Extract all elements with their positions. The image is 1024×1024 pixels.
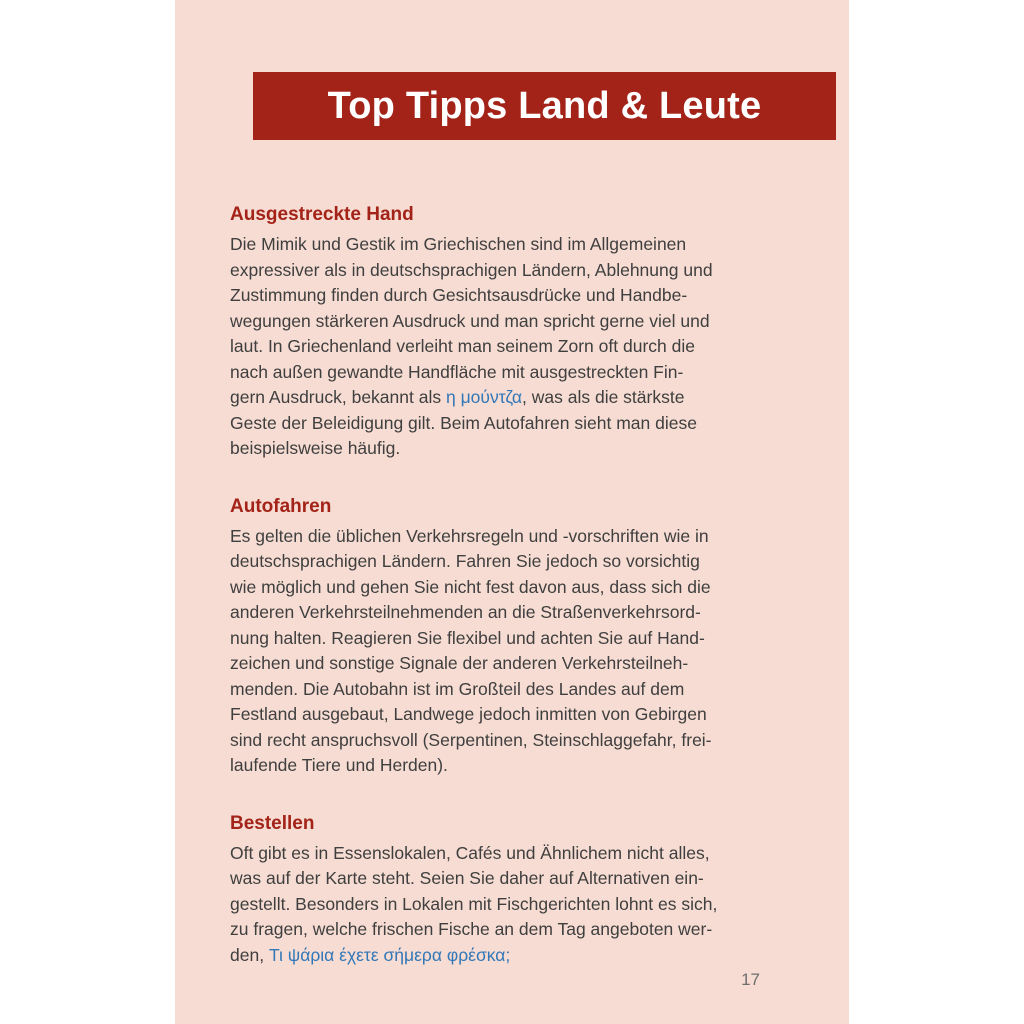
body-text-segment: anderen Verkehrsteilnehmenden an die Straßenverkehrsord- bbox=[230, 602, 701, 622]
body-text-segment: den, bbox=[230, 944, 269, 965]
body-text-segment: nung halten. Reagieren Sie flexibel und achten Sie auf Hand- bbox=[230, 627, 705, 648]
body-text-segment: Zustimmung finden durch Gesichtsausdrücke und Handbe- bbox=[230, 285, 688, 305]
body-text-segment: Festland ausgebaut, Landwege jedoch inmitten von Gebirgen bbox=[230, 704, 707, 724]
section-body bbox=[230, 841, 798, 969]
body-text-segment: nach außen gewandte Handfläche mit ausgestreckten Fin- bbox=[230, 361, 684, 382]
greek-phrase: Τι ψάρια έχετε σήμερα φρέσκα; bbox=[268, 944, 511, 965]
section-heading: Ausgestreckte Hand bbox=[230, 204, 414, 225]
body-text-segment: expressiver als in deutschsprachigen Ländern, Ablehnung und bbox=[230, 259, 713, 280]
body-text-segment: Es gelten die üblichen Verkehrsregeln und -vorschriften wie in bbox=[230, 525, 709, 546]
chapter-banner bbox=[253, 72, 836, 140]
body-text-segment: gestellt. Besonders in Lokalen mit Fischgerichten lohnt es sich, bbox=[230, 893, 718, 914]
body-text-segment: , was als die stärkste bbox=[522, 387, 685, 407]
book-page bbox=[175, 0, 849, 1024]
section-body bbox=[230, 232, 798, 462]
content-sections bbox=[230, 203, 798, 1001]
chapter-banner-title: Top Tipps Land & Leute bbox=[327, 84, 762, 127]
body-text-segment: Oft gibt es in Essenslokalen, Cafés und Ähnlichem nicht alles, bbox=[230, 842, 710, 863]
page-number: 17 bbox=[741, 970, 760, 989]
body-text-segment: was auf der Karte steht. Seien Sie daher auf Alternativen ein- bbox=[230, 868, 704, 888]
body-text-segment: laut. In Griechenland verleiht man seinem Zorn oft durch die bbox=[230, 336, 695, 356]
body-text-segment: laufende Tiere und Herden). bbox=[230, 755, 448, 775]
body-text-segment: beispielsweise häufig. bbox=[230, 438, 401, 458]
body-text-segment: Geste der Beleidigung gilt. Beim Autofahren sieht man diese bbox=[230, 412, 697, 433]
body-text-segment: gern Ausdruck, bekannt als bbox=[230, 387, 446, 407]
body-text-segment: sind recht anspruchsvoll (Serpentinen, Steinschlaggefahr, frei- bbox=[230, 729, 712, 750]
greek-phrase: η μούντζα bbox=[445, 387, 523, 407]
text-section bbox=[230, 203, 798, 462]
body-text-segment: menden. Die Autobahn ist im Großteil des Landes auf dem bbox=[230, 678, 685, 699]
body-text-segment: zeichen und sonstige Signale der anderen Verkehrsteilneh- bbox=[230, 653, 689, 673]
body-text-segment: wegungen stärkeren Ausdruck und man spricht gerne viel und bbox=[230, 310, 710, 331]
body-text-segment: zu fragen, welche frischen Fische an dem Tag angeboten wer- bbox=[230, 919, 713, 939]
text-section bbox=[230, 812, 798, 969]
body-text-segment: wie möglich und gehen Sie nicht fest davon aus, dass sich die bbox=[230, 576, 711, 597]
text-section bbox=[230, 495, 798, 779]
section-heading: Autofahren bbox=[230, 495, 332, 517]
section-body bbox=[230, 524, 798, 779]
body-text-segment: deutschsprachigen Ländern. Fahren Sie jedoch so vorsichtig bbox=[230, 551, 700, 571]
body-text-segment: Die Mimik und Gestik im Griechischen sind im Allgemeinen bbox=[230, 234, 687, 254]
section-heading: Bestellen bbox=[230, 812, 315, 834]
